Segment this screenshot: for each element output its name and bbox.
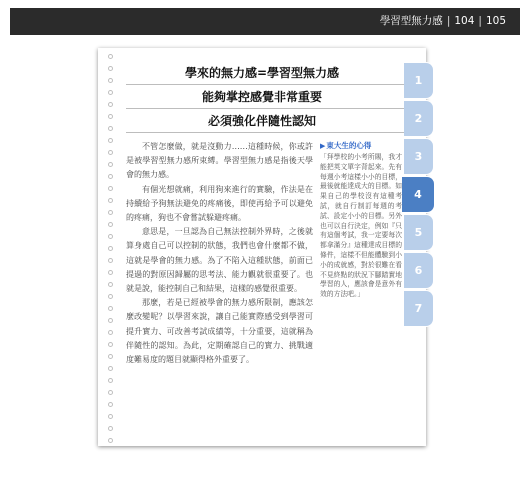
chapter-tab-1[interactable] (404, 62, 434, 99)
ring-hole (108, 294, 113, 299)
ring-hole (108, 342, 113, 347)
chapter-tab-3[interactable] (404, 138, 434, 175)
ring-hole (108, 402, 113, 407)
ring-hole (108, 366, 113, 371)
ring-hole (108, 270, 113, 275)
top-header-bar (10, 8, 520, 35)
ring-hole (108, 282, 113, 287)
ring-hole (108, 378, 113, 383)
chapter-tab-label: 5 (414, 226, 423, 239)
chapter-tab-label: 6 (414, 264, 423, 277)
ring-hole (108, 210, 113, 215)
chapter-tab-6[interactable] (404, 252, 434, 289)
body-paragraph: 意思是，一旦認為自己無法控制外界時，之後就算身處自己可以控制的狀態，我們也會什麼都不做，這就是學會的無力感。為了不陷入這種狀態，前面已提過的對原因歸屬的思考法、能力觀就很重要了。也就是說，能控制自己和結果，這樣的感覺很重要。 (126, 227, 313, 294)
heading-1: 學來的無力感=學習型無力感 (184, 66, 340, 80)
chapter-tab-4[interactable] (402, 176, 435, 213)
tip-sidebar (320, 140, 402, 300)
ring-hole (108, 426, 113, 431)
triangle-bullet-icon: ▶ (320, 142, 326, 150)
ring-hole (108, 246, 113, 251)
chapter-tab-label: 7 (414, 302, 423, 315)
running-header: 學習型無力感 | 104 | 105 (379, 15, 506, 27)
section-title: 學習型無力感 (379, 15, 443, 27)
page-number-right: 105 (485, 15, 506, 27)
ring-hole (108, 318, 113, 323)
ring-hole (108, 54, 113, 59)
heading-divider (126, 108, 412, 109)
tip-title (320, 140, 402, 152)
chapter-tab-5[interactable] (404, 214, 434, 251)
chapter-tab-label: 4 (414, 188, 422, 201)
ring-hole (108, 150, 113, 155)
ring-hole (108, 390, 113, 395)
ring-hole (108, 174, 113, 179)
chapter-tab-label: 1 (414, 74, 423, 87)
heading-divider (126, 132, 412, 133)
chapter-tab-label: 2 (414, 112, 423, 125)
book-page (98, 48, 426, 446)
heading-divider (126, 84, 412, 85)
body-text (126, 140, 313, 367)
ring-hole (108, 234, 113, 239)
body-paragraph: 不管怎麼做，就是沒動力……這種時候，你或許是被學習型無力感所束縛。學習型無力感是指後天學會的無力感。 (126, 142, 313, 180)
ring-hole (108, 306, 113, 311)
ring-hole (108, 198, 113, 203)
chapter-tab-label: 3 (414, 150, 423, 163)
ring-hole (108, 354, 113, 359)
ring-hole (108, 438, 113, 443)
chapter-tab-2[interactable] (404, 100, 434, 137)
ring-hole (108, 186, 113, 191)
tip-body: 「拜學校的小考所賜，我才能把英文單字背起來。先有每週小考這樣小小的目標，最後就能達成大的目標。如果自己的學校沒有這種考試，就自行制訂每週的考試、設定小小的目標。另外也可以自行決定，例如『只有這個考試，我一定要每次都拿滿分』這種達成目標的條件，這樣不但能體驗到小小的成就感，對於很難在看不見終點的狀況下腳踏實地學習的人，應該會是意外有效的方法吧。」 (320, 153, 402, 299)
chapter-tab-7[interactable] (404, 290, 434, 327)
tip-title-text: 東大生的心得 (326, 141, 372, 150)
body-paragraph: 有個光想就痛，利用狗來進行的實驗，作法是在持續給予狗無法避免的疼痛後，即使再給予可以避免的疼痛，狗也不會嘗試躲避疼痛。 (126, 184, 313, 223)
page-number-left: 104 (454, 15, 475, 27)
ring-hole (108, 138, 113, 143)
heading-2: 能夠掌控感覺非常重要 (201, 90, 322, 104)
ring-hole (108, 258, 113, 263)
heading-3: 必須強化伴隨性認知 (207, 114, 316, 128)
ring-hole (108, 414, 113, 419)
ring-hole (108, 162, 113, 167)
ring-hole (108, 330, 113, 335)
ring-hole (108, 222, 113, 227)
body-paragraph: 那麼，若是已經被學會的無力感所限制，應該怎麼改變呢？以學習來說，讓自己能實際感受到學習可提升實力、可改善考試成績等，十分重要，這就稱為伴隨性的認知。為此，定期確認自己的實力、挑戰適度難易度的題目就顯得格外重要了。 (126, 298, 313, 365)
